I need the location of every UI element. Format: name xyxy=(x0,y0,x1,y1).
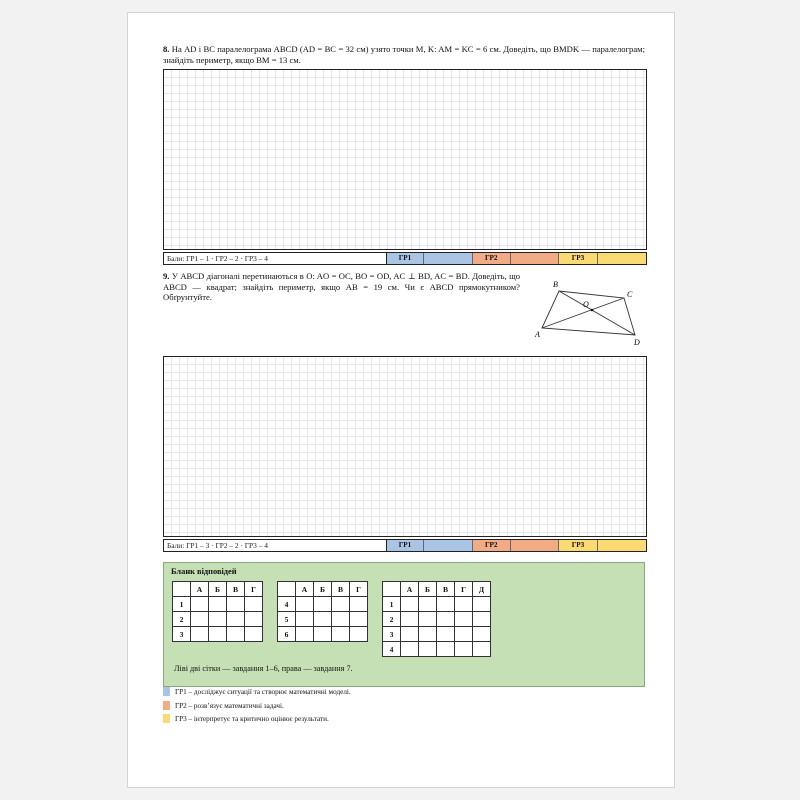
point-o xyxy=(591,309,594,312)
answer-cell[interactable] xyxy=(401,597,419,612)
answer-cell[interactable] xyxy=(419,627,437,642)
legend-item-gr3 xyxy=(163,714,329,723)
answer-cell[interactable] xyxy=(437,612,455,627)
answer-cell[interactable] xyxy=(209,612,227,627)
legend-text: ГР3 – інтерпретує та критично оцінює результати. xyxy=(175,714,329,723)
answer-sheet xyxy=(163,562,645,687)
answer-cell[interactable] xyxy=(245,612,263,627)
quadrilateral-figure xyxy=(528,277,648,349)
col-header: В xyxy=(437,582,455,597)
legend-item-gr2 xyxy=(163,701,284,710)
col-header: А xyxy=(296,582,314,597)
task-9-score-bar xyxy=(163,539,647,552)
answer-cell[interactable] xyxy=(209,627,227,642)
answer-cell[interactable] xyxy=(473,627,491,642)
row-header: 2 xyxy=(383,612,401,627)
answer-table-7 xyxy=(382,581,491,657)
answer-cell[interactable] xyxy=(401,642,419,657)
answer-cell[interactable] xyxy=(437,642,455,657)
answer-cell[interactable] xyxy=(314,612,332,627)
label-a: A xyxy=(535,330,540,339)
answer-cell[interactable] xyxy=(473,642,491,657)
answer-cell[interactable] xyxy=(455,642,473,657)
task-9-gr2-label: ГР2 xyxy=(473,540,511,551)
task-8-gr2-label: ГР2 xyxy=(473,253,511,264)
task-8-statement: На AD і BC паралелограма ABCD (AD = BC = 32 см) узято точки M, K: AM = KC = 6 см. Доведіть, що BMDK — паралелограм; знайдіть периметр, якщо BM = 13 см. xyxy=(163,44,645,65)
answer-sheet-title: Бланк відповідей xyxy=(171,567,237,576)
answer-cell[interactable] xyxy=(419,597,437,612)
task-8-gr1-score-cell[interactable] xyxy=(424,253,472,264)
task-9-gr1-score-cell[interactable] xyxy=(424,540,472,551)
answer-table-4-6 xyxy=(277,581,368,642)
row-header: 3 xyxy=(173,627,191,642)
answer-cell[interactable] xyxy=(401,612,419,627)
answer-cell[interactable] xyxy=(332,612,350,627)
answer-cell[interactable] xyxy=(455,612,473,627)
task-8-gr2-score-cell[interactable] xyxy=(511,253,559,264)
answer-cell[interactable] xyxy=(437,597,455,612)
task-9-gr3-score-cell[interactable] xyxy=(598,540,646,551)
answer-cell[interactable] xyxy=(473,612,491,627)
legend-text: ГР1 – досліджує ситуації та створює математичні моделі. xyxy=(175,687,351,696)
answer-cell[interactable] xyxy=(314,597,332,612)
answer-cell[interactable] xyxy=(227,597,245,612)
col-header: В xyxy=(227,582,245,597)
answer-cell[interactable] xyxy=(455,627,473,642)
col-header: Б xyxy=(419,582,437,597)
legend-swatch-blue xyxy=(163,687,170,696)
row-header: 3 xyxy=(383,627,401,642)
task-9-gr2-score-cell[interactable] xyxy=(511,540,559,551)
task-8-answer-grid[interactable] xyxy=(163,69,647,250)
answer-cell[interactable] xyxy=(437,627,455,642)
task-8-text xyxy=(163,44,645,65)
corner-cell xyxy=(383,582,401,597)
answer-cell[interactable] xyxy=(191,612,209,627)
row-header: 4 xyxy=(278,597,296,612)
label-c: C xyxy=(627,290,633,299)
task-8-number: 8. xyxy=(163,44,170,54)
legend-swatch-yellow xyxy=(163,714,170,723)
col-header: Г xyxy=(455,582,473,597)
row-header: 5 xyxy=(278,612,296,627)
task-9-points: Бали: ГР1 – 3 · ГР2 – 2 · ГР3 – 4 xyxy=(164,540,387,551)
task-9-text xyxy=(163,271,520,303)
answer-sheet-note: Ліві дві сітки — завдання 1–6, права — завдання 7. xyxy=(174,664,353,673)
task-8-gr3-score-cell[interactable] xyxy=(598,253,646,264)
task-9-gr3-label: ГР3 xyxy=(559,540,597,551)
col-header: Г xyxy=(350,582,368,597)
answer-cell[interactable] xyxy=(350,627,368,642)
col-header: А xyxy=(401,582,419,597)
task-9-gr1-label: ГР1 xyxy=(387,540,424,551)
col-header: В xyxy=(332,582,350,597)
answer-cell[interactable] xyxy=(419,642,437,657)
answer-cell[interactable] xyxy=(209,597,227,612)
row-header: 4 xyxy=(383,642,401,657)
row-header: 1 xyxy=(383,597,401,612)
task-8-gr3-label: ГР3 xyxy=(559,253,597,264)
answer-cell[interactable] xyxy=(314,627,332,642)
answer-cell[interactable] xyxy=(401,627,419,642)
label-b: B xyxy=(553,280,558,289)
answer-cell[interactable] xyxy=(245,627,263,642)
task-9-statement: У ABCD діагоналі перетинаються в O: AO = OC, BO = OD, AC ⊥ BD, AC = BD. Доведіть, що ABCD — квадрат; знайдіть периметр, якщо AB = 19 см. Чи є ABCD прямокутником? Обґрунтуйте. xyxy=(163,271,520,302)
task-9-answer-grid[interactable] xyxy=(163,356,647,537)
answer-cell[interactable] xyxy=(245,597,263,612)
col-header: Г xyxy=(245,582,263,597)
answer-cell[interactable] xyxy=(419,612,437,627)
answer-cell[interactable] xyxy=(455,597,473,612)
answer-cell[interactable] xyxy=(227,627,245,642)
answer-table-1-3 xyxy=(172,581,263,642)
answer-cell[interactable] xyxy=(191,627,209,642)
answer-cell[interactable] xyxy=(332,597,350,612)
row-header: 2 xyxy=(173,612,191,627)
answer-cell[interactable] xyxy=(296,597,314,612)
label-d: D xyxy=(634,338,640,347)
answer-cell[interactable] xyxy=(296,612,314,627)
task-8-points: Бали: ГР1 – 1 · ГР2 – 2 · ГР3 – 4 xyxy=(164,253,387,264)
col-header: А xyxy=(191,582,209,597)
legend-swatch-orange xyxy=(163,701,170,710)
col-header: Б xyxy=(209,582,227,597)
answer-cell[interactable] xyxy=(350,612,368,627)
task-8-gr1-label: ГР1 xyxy=(387,253,424,264)
col-header: Д xyxy=(473,582,491,597)
answer-cell[interactable] xyxy=(350,597,368,612)
quadrilateral-abcd xyxy=(542,291,635,335)
corner-cell xyxy=(173,582,191,597)
label-o: O xyxy=(583,300,589,309)
answer-cell[interactable] xyxy=(296,627,314,642)
row-header: 6 xyxy=(278,627,296,642)
legend-text: ГР2 – розв’язує математичні задачі. xyxy=(175,701,284,710)
answer-cell[interactable] xyxy=(332,627,350,642)
answer-cell[interactable] xyxy=(191,597,209,612)
task-9-number: 9. xyxy=(163,271,170,281)
row-header: 1 xyxy=(173,597,191,612)
corner-cell xyxy=(278,582,296,597)
answer-cell[interactable] xyxy=(473,597,491,612)
task-8-score-bar xyxy=(163,252,647,265)
worksheet-page xyxy=(127,12,675,788)
col-header: Б xyxy=(314,582,332,597)
legend-item-gr1 xyxy=(163,687,351,696)
answer-cell[interactable] xyxy=(227,612,245,627)
